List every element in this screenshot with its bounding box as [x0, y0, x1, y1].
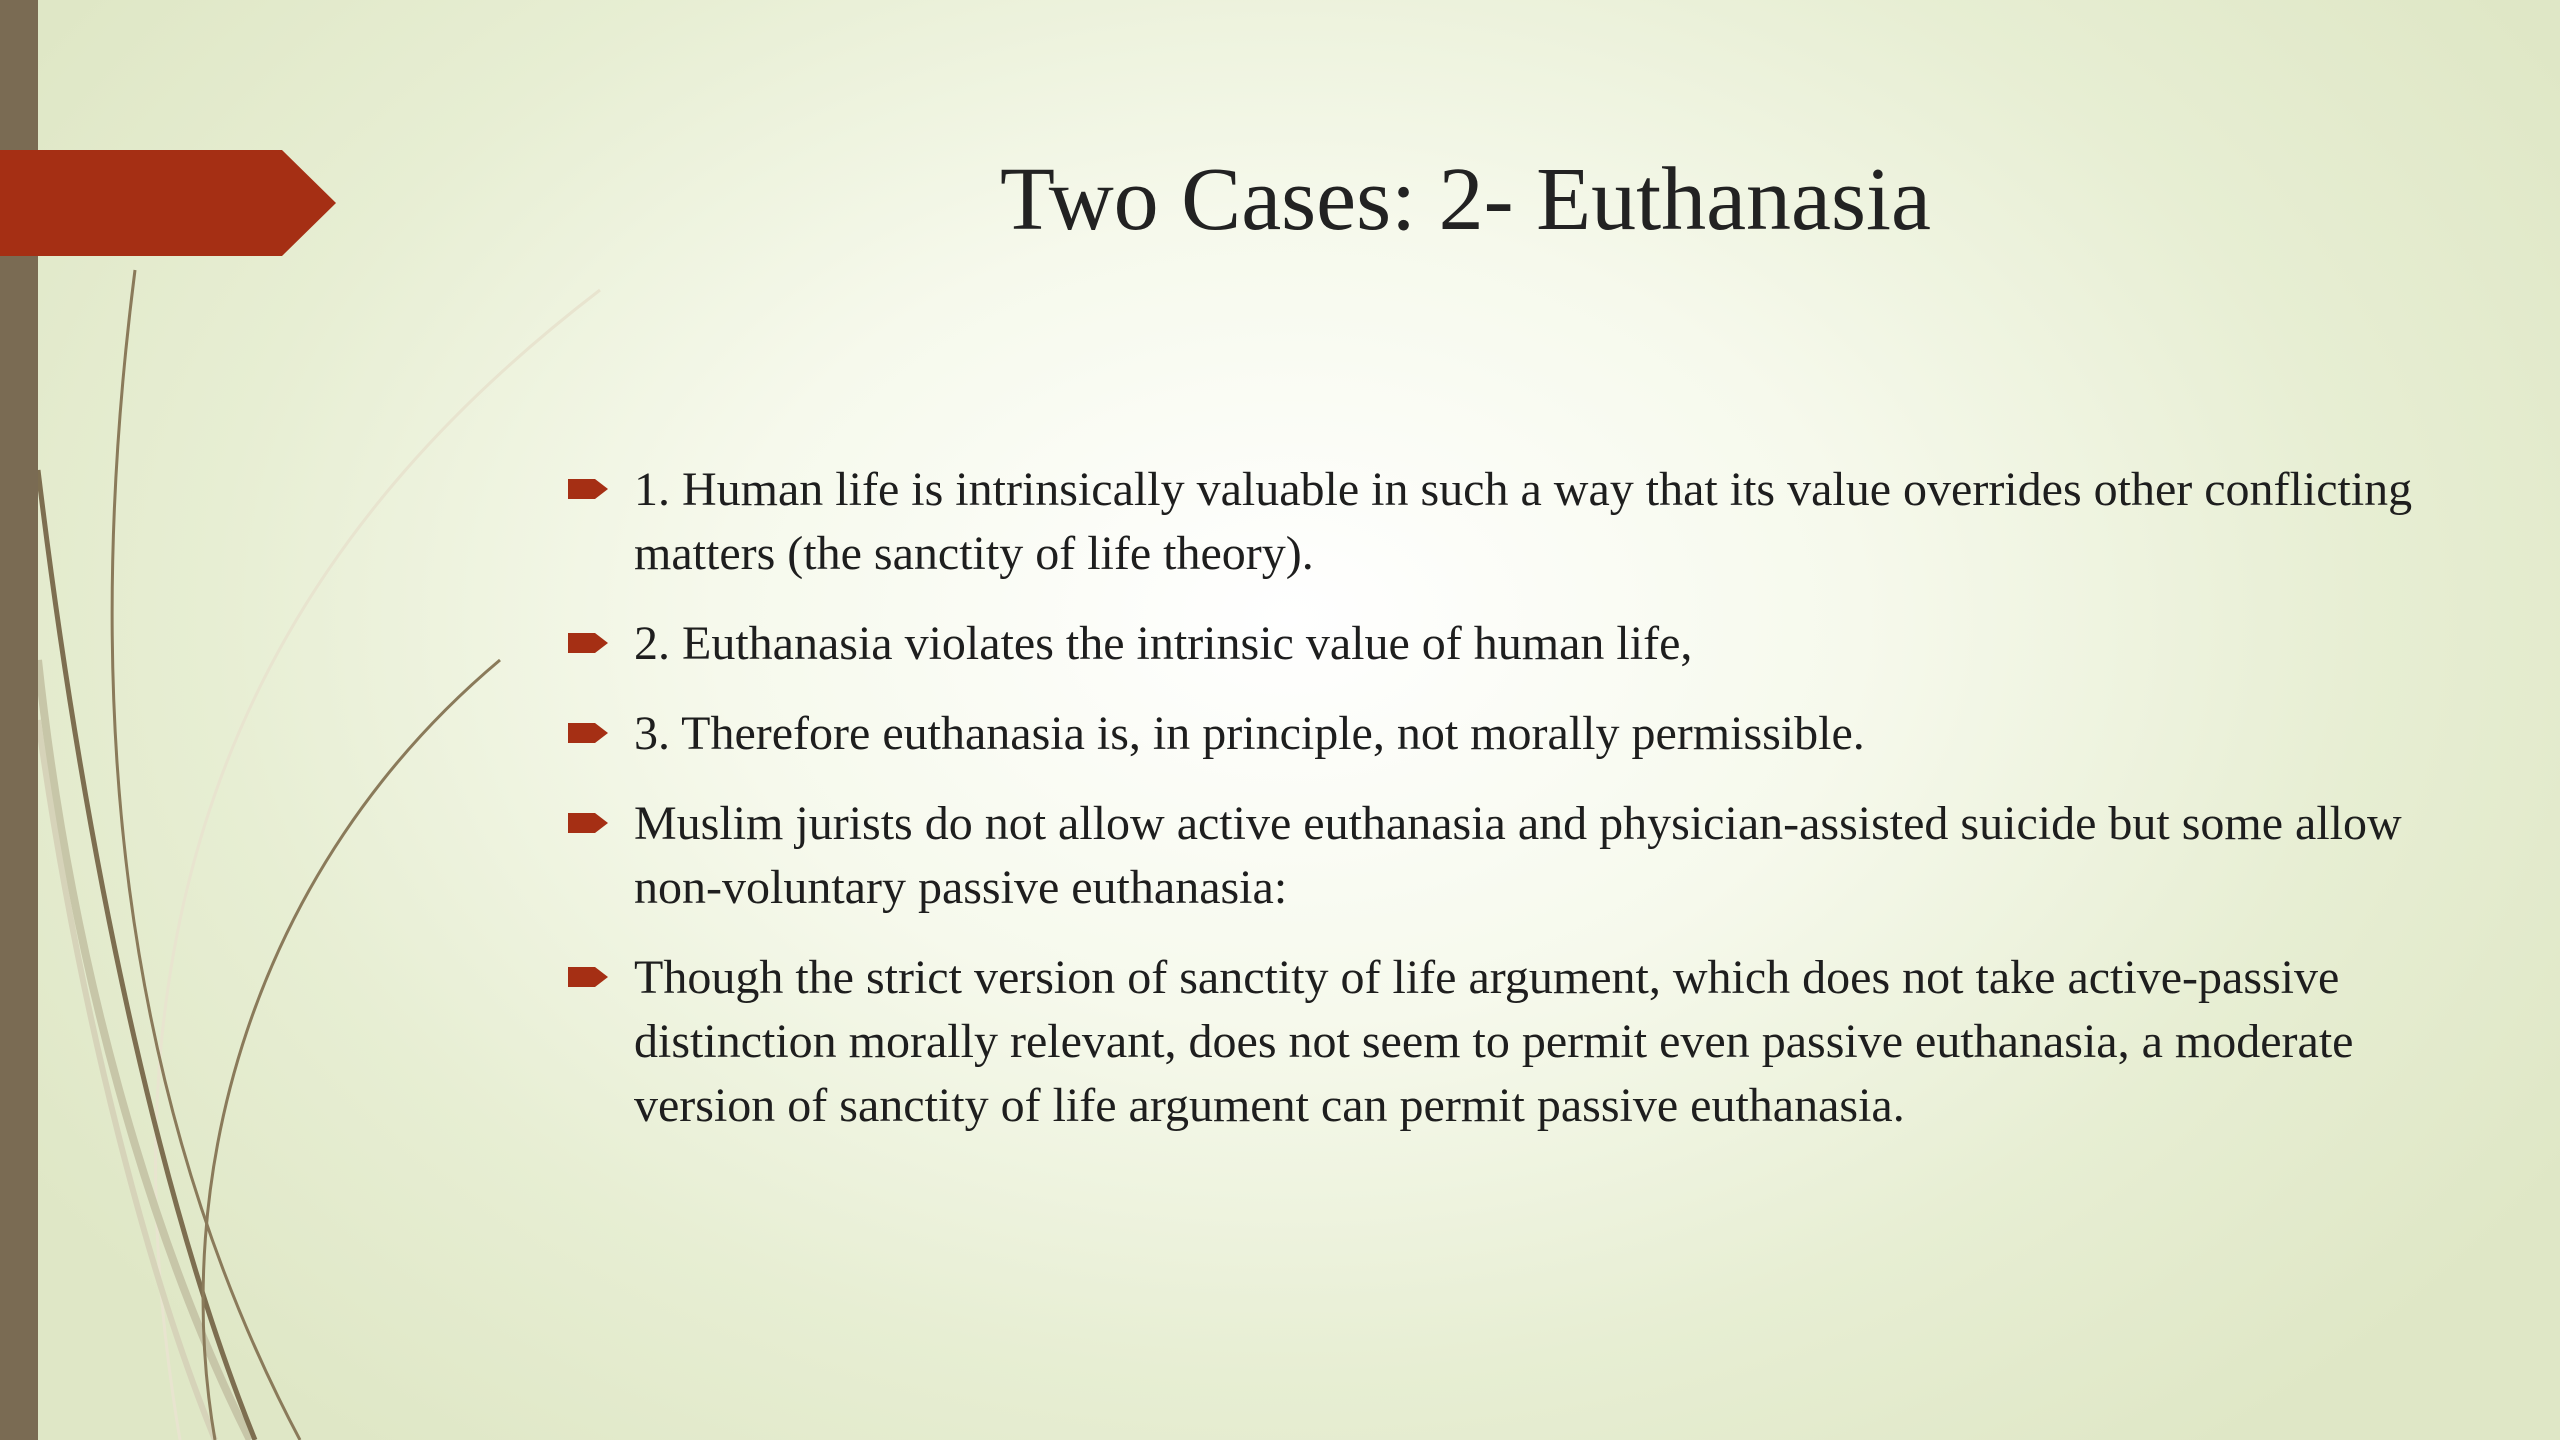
arrow-bullet-icon: [568, 720, 608, 746]
bullet-item: [560, 792, 2420, 920]
arrow-bullet-icon: [568, 476, 608, 502]
decor-curve-pale-2: [38, 660, 250, 1440]
bullet-text: Though the strict version of sanctity of life argument, which does not take active-passive distinction morally relevant, does not seem to permit even passive euthanasia, a moderate version of sanctity of life argument can permit passive euthanasia.: [634, 951, 2354, 1132]
title-tab-arrow: [0, 150, 336, 256]
bullet-text: 1. Human life is intrinsically valuable in such a way that its value overrides other conflicting matters (the sanctity of life theory).: [634, 463, 2413, 580]
bullet-text: 2. Euthanasia violates the intrinsic value of human life,: [634, 617, 1693, 670]
bullet-item: [560, 458, 2420, 586]
bullet-text: Muslim jurists do not allow active euthanasia and physician-assisted suicide but some allow non-voluntary passive euthanasia:: [634, 797, 2402, 914]
bullet-item: [560, 702, 2420, 766]
arrow-bullet-icon: [568, 964, 608, 990]
decor-curve-1: [112, 270, 300, 1440]
slide-title: Two Cases: 2- Euthanasia: [1000, 150, 1931, 249]
bullet-list: [560, 458, 2420, 1164]
arrow-bullet-icon: [568, 630, 608, 656]
decor-curve-3: [203, 660, 500, 1440]
arrow-bullet-icon: [568, 810, 608, 836]
decor-curve-2: [38, 470, 255, 1440]
bullet-text: 3. Therefore euthanasia is, in principle, not morally permissible.: [634, 707, 1865, 760]
bullet-item: [560, 946, 2420, 1138]
bullet-item: [560, 612, 2420, 676]
